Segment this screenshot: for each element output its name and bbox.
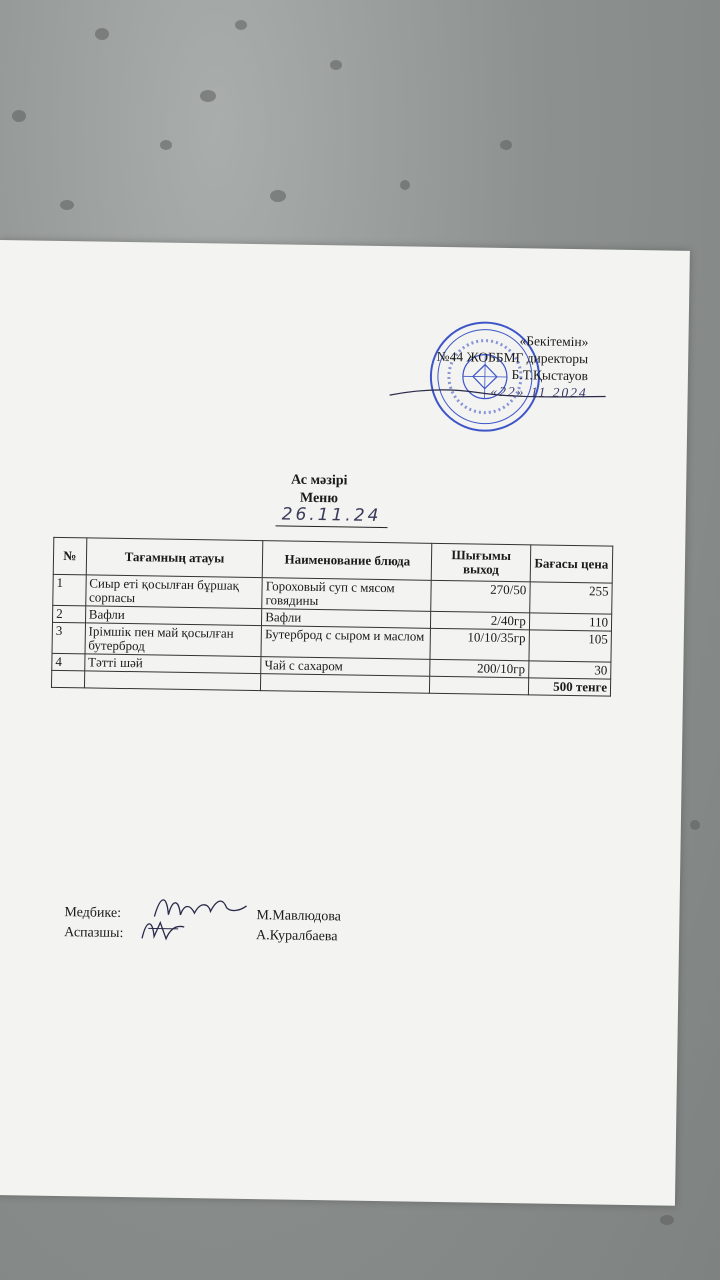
- dish-price: 110: [529, 613, 612, 631]
- header-name-kz: Тағамның атауы: [86, 538, 263, 578]
- dish-yield: 200/10гр: [430, 659, 529, 678]
- approval-heading: «Бекітемін»: [519, 333, 589, 350]
- empty-cell: [430, 676, 529, 695]
- signature-row-cook: [64, 923, 384, 948]
- cook-signature: [138, 914, 188, 945]
- dish-name-kz: Сиыр еті қосылған бұршақ сорпасы: [85, 575, 262, 609]
- row-number: 2: [53, 605, 86, 623]
- dish-yield: 10/10/35гр: [430, 628, 529, 661]
- dish-name-ru: Бутерброд с сыром и маслом: [261, 626, 431, 660]
- row-number: 4: [52, 653, 85, 671]
- total-price: 500 тенге: [528, 678, 611, 696]
- dish-name-kz: Вафли: [85, 606, 262, 626]
- cook-name: А.Куралбаева: [255, 928, 338, 945]
- header-price: Бағасы цена: [530, 545, 613, 583]
- dish-yield: 2/40гр: [431, 611, 530, 630]
- menu-title-kz: Ас мәзірі: [290, 472, 348, 489]
- approval-director-name: Б.Т.Қыстауов: [511, 367, 589, 384]
- dish-name-kz: Тәтті шәй: [84, 654, 261, 674]
- menu-table: [51, 537, 613, 697]
- row-number: 3: [52, 622, 85, 654]
- approval-position: №44 ЖОББМГ директоры: [436, 348, 589, 367]
- empty-cell: [84, 671, 261, 691]
- director-signature: [388, 383, 608, 402]
- cook-role: Аспазшы:: [64, 925, 124, 942]
- nurse-name: М.Мавлюдова: [256, 908, 342, 925]
- dish-price: 105: [529, 630, 612, 662]
- menu-title-ru: Меню: [299, 490, 339, 507]
- dish-name-ru: Чай с сахаром: [261, 657, 430, 677]
- empty-cell: [51, 670, 84, 688]
- row-number: 1: [53, 574, 86, 606]
- approval-date: «22» 11 2024: [490, 383, 588, 401]
- signature-block: [64, 903, 385, 948]
- header-name-ru: Наименование блюда: [262, 541, 432, 581]
- header-yield: Шығымы выход: [432, 543, 531, 582]
- empty-cell: [261, 674, 430, 694]
- dish-price: 30: [528, 661, 611, 679]
- dish-name-ru: Гороховый суп с мясом говядины: [262, 578, 432, 612]
- nurse-role: Медбике:: [64, 905, 122, 921]
- dish-name-ru: Вафли: [262, 609, 431, 629]
- dish-yield: 270/50: [431, 580, 530, 613]
- menu-date: 26.11.24: [281, 504, 382, 527]
- menu-document: [0, 240, 690, 1206]
- header-number: №: [53, 537, 86, 575]
- dish-name-kz: Ірімшік пен май қосылған бутерброд: [85, 623, 262, 657]
- dish-price: 255: [529, 582, 612, 614]
